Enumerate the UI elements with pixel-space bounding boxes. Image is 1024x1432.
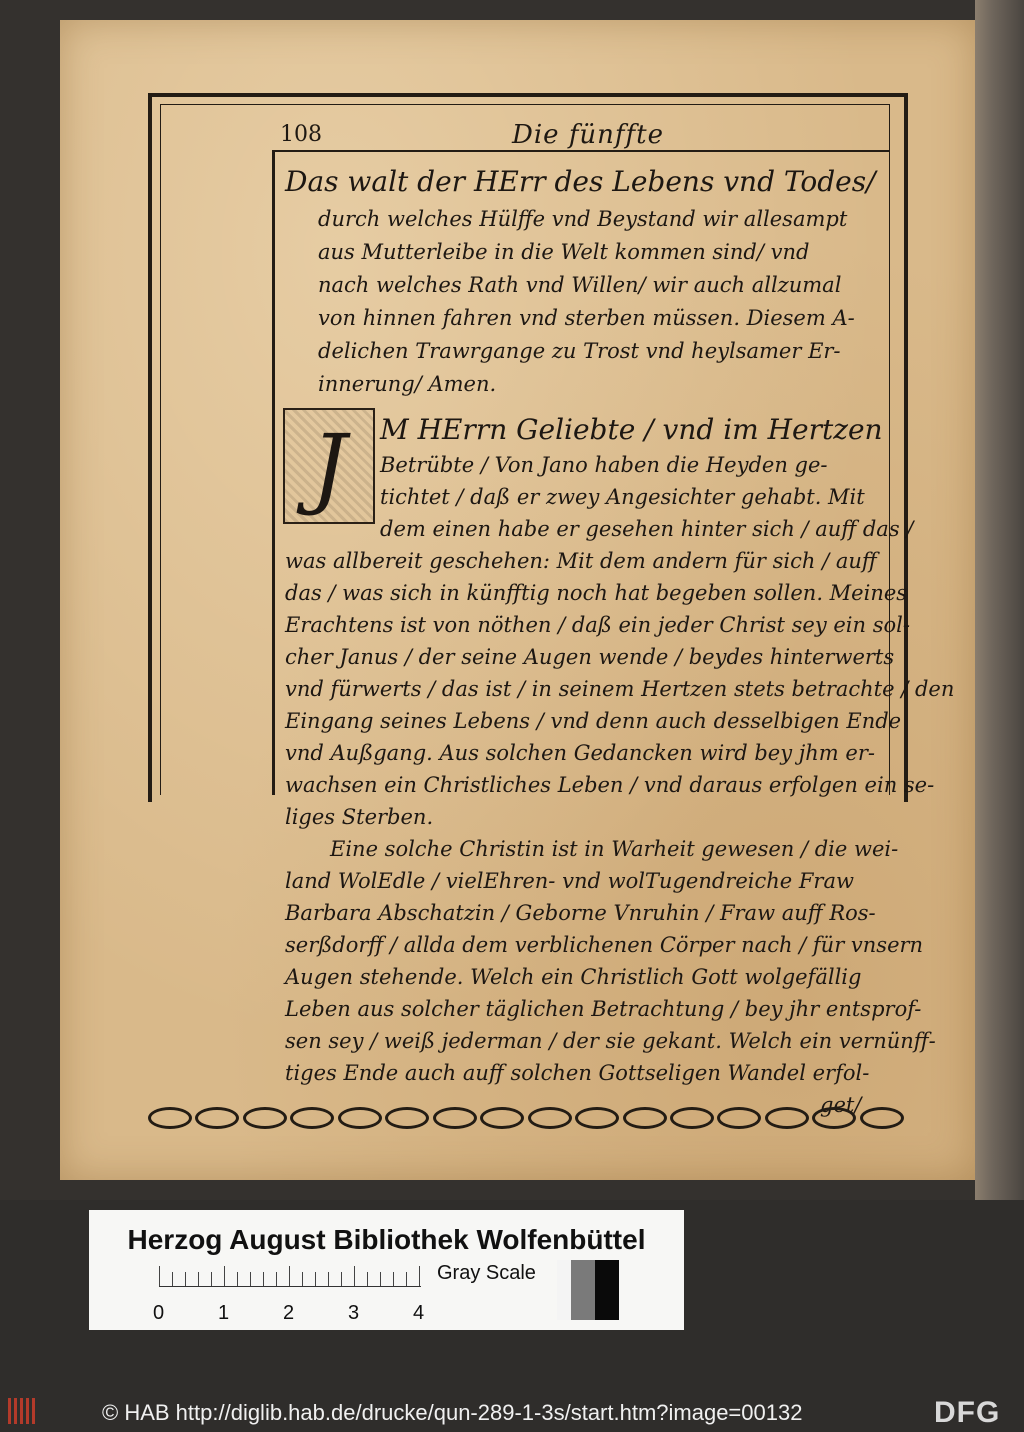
catchword: get/ bbox=[820, 1093, 862, 1117]
intro-line: innerung/ Amen. bbox=[318, 372, 497, 396]
body-line: Betrübte / Von Jano haben die Heyden ge- bbox=[380, 453, 828, 477]
ruler-tick bbox=[263, 1272, 264, 1286]
ornament-link bbox=[623, 1107, 667, 1129]
gray-swatch-black bbox=[595, 1260, 619, 1320]
body-line: Eine solche Christin ist in Warheit gewesen / die wei- bbox=[330, 837, 899, 861]
source-url[interactable]: © HAB http://diglib.hab.de/drucke/qun-289-1-3s/start.htm?image=00132 bbox=[102, 1400, 803, 1425]
body-line: cher Janus / der seine Augen wende / beydes hinterwerts bbox=[285, 645, 895, 669]
ornament-link bbox=[480, 1107, 524, 1129]
ruler-tick bbox=[315, 1272, 316, 1286]
body-line: sen sey / weiß jederman / der sie gekant. Welch ein vernünff- bbox=[285, 1029, 936, 1053]
ruler-tick bbox=[419, 1266, 420, 1286]
body-line: tiges Ende auch auff solchen Gottseligen Wandel erfol- bbox=[285, 1061, 870, 1085]
running-title: Die fünffte bbox=[512, 120, 665, 150]
ornament-link bbox=[765, 1107, 809, 1129]
ruler-tick bbox=[328, 1272, 329, 1286]
intro-line: durch welches Hülffe vnd Beystand wir allesampt bbox=[318, 207, 848, 231]
ruler-number: 2 bbox=[283, 1302, 295, 1324]
body-line: vnd Außgang. Aus solchen Gedancken wird bey jhm er- bbox=[285, 741, 875, 765]
body-line: Barbara Abschatzin / Geborne Vnruhin / Fraw auff Ros- bbox=[285, 901, 876, 925]
ruler-number: 3 bbox=[348, 1302, 360, 1324]
column-rule bbox=[272, 150, 275, 795]
ornament-link bbox=[433, 1107, 477, 1129]
ornament-link bbox=[148, 1107, 192, 1129]
gray-swatch-mid bbox=[571, 1260, 595, 1320]
ruler-tick bbox=[302, 1272, 303, 1286]
body-line: tichtet / daß er zwey Angesichter gehabt. Mit bbox=[380, 485, 865, 509]
ruler-tick bbox=[172, 1272, 173, 1286]
body-line: serßdorff / allda dem verblichenen Cörper nach / für vnsern bbox=[285, 933, 924, 957]
library-name: Herzog August Bibliothek Wolfenbüttel bbox=[127, 1224, 646, 1255]
body-line: dem einen habe er gesehen hinter sich / auff das / bbox=[380, 517, 914, 541]
ruler-tick bbox=[185, 1272, 186, 1286]
page-number: 108 bbox=[280, 122, 322, 147]
ruler-tick bbox=[250, 1272, 251, 1286]
ruler-number: 0 bbox=[153, 1302, 165, 1324]
ruler-tick bbox=[198, 1272, 199, 1286]
ruler-tick bbox=[341, 1272, 342, 1286]
ornament-link bbox=[338, 1107, 382, 1129]
ornament-link bbox=[812, 1107, 856, 1129]
ruler-number: 4 bbox=[413, 1302, 425, 1324]
ruler-tick bbox=[159, 1266, 160, 1286]
viewer-footer bbox=[0, 1392, 1024, 1432]
body-line: M HErrn Geliebte / vnd im Hertzen bbox=[380, 413, 883, 446]
body-line: Erachtens ist von nöthen / daß ein jeder Christ sey ein sol- bbox=[285, 613, 910, 637]
gray-scale-label: Gray Scale bbox=[437, 1262, 536, 1284]
intro-line: aus Mutterleibe in die Welt kommen sind/ vnd bbox=[318, 240, 810, 264]
ruler-tick bbox=[237, 1272, 238, 1286]
decorated-initial: J bbox=[283, 408, 375, 524]
dfg-logo: DFG bbox=[934, 1396, 1001, 1429]
body-line: Leben aus solcher täglichen Betrachtung / bey jhr entsprof- bbox=[285, 997, 922, 1021]
ornament-link bbox=[385, 1107, 429, 1129]
scale-ruler bbox=[159, 1262, 421, 1296]
ornament-link bbox=[717, 1107, 761, 1129]
ornament-link bbox=[575, 1107, 619, 1129]
hab-logo-icon bbox=[8, 1398, 38, 1424]
ruler-tick bbox=[354, 1266, 355, 1286]
ornament-link bbox=[243, 1107, 287, 1129]
body-line: wachsen ein Christliches Leben / vnd daraus erfolgen ein se- bbox=[285, 773, 935, 797]
intro-line: nach welches Rath vnd Willen/ wir auch allzumal bbox=[318, 273, 842, 297]
facing-page-edge bbox=[975, 0, 1024, 1200]
ruler-tick bbox=[211, 1272, 212, 1286]
ruler-tick bbox=[367, 1272, 368, 1286]
intro-line: Das walt der HErr des Lebens vnd Todes/ bbox=[285, 165, 876, 198]
ruler-tick bbox=[380, 1272, 381, 1286]
ornamental-border bbox=[148, 1100, 904, 1136]
header-rule bbox=[272, 150, 889, 152]
ornament-link bbox=[195, 1107, 239, 1129]
ruler-baseline bbox=[159, 1286, 421, 1287]
body-line: was allbereit geschehen: Mit dem andern für sich / auff bbox=[285, 549, 877, 573]
ruler-tick bbox=[406, 1272, 407, 1286]
gray-swatch-white bbox=[557, 1260, 571, 1320]
ruler-tick bbox=[224, 1266, 225, 1286]
intro-line: delichen Trawrgange zu Trost vnd heylsamer Er- bbox=[318, 339, 841, 363]
intro-line: von hinnen fahren vnd sterben müssen. Diesem A- bbox=[318, 306, 855, 330]
body-line: Augen stehende. Welch ein Christlich Gott wolgefällig bbox=[285, 965, 862, 989]
body-line: vnd fürwerts / das ist / in seinem Hertzen stets betrachte / den bbox=[285, 677, 955, 701]
ruler-tick bbox=[289, 1266, 290, 1286]
body-line: das / was sich in künfftig noch hat begeben sollen. Meines bbox=[285, 581, 908, 605]
ruler-tick bbox=[276, 1272, 277, 1286]
ruler-number: 1 bbox=[218, 1302, 230, 1324]
color-calibration-card bbox=[89, 1210, 684, 1330]
body-line: liges Sterben. bbox=[285, 805, 434, 829]
ornament-link bbox=[670, 1107, 714, 1129]
body-line: Eingang seines Lebens / vnd denn auch desselbigen Ende bbox=[285, 709, 902, 733]
body-line: land WolEdle / vielEhren- vnd wolTugendreiche Fraw bbox=[285, 869, 854, 893]
ornament-link bbox=[290, 1107, 334, 1129]
ruler-tick bbox=[393, 1272, 394, 1286]
ornament-link bbox=[860, 1107, 904, 1129]
ornament-link bbox=[528, 1107, 572, 1129]
